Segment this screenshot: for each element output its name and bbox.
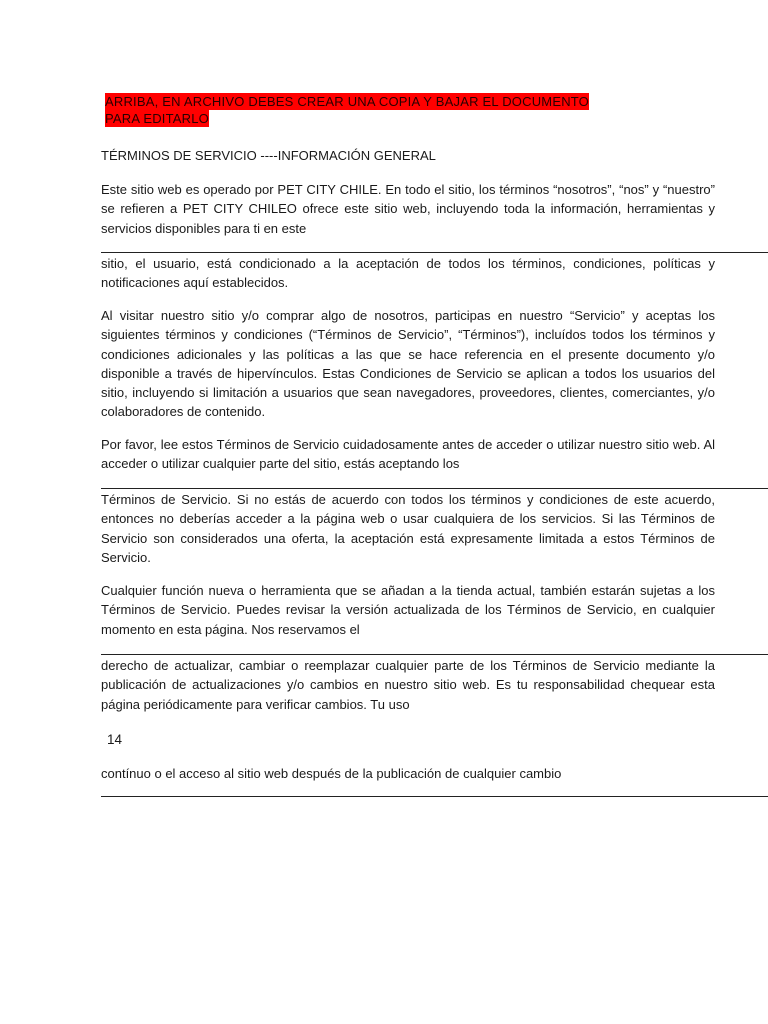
paragraph-6: Cualquier función nueva o herramienta que se añadan a la tienda actual, también estarán sujetas a los Términos de Servicio. Puedes revisar la versión actualizada de los Términos de Servicio, en cualquier momento en esta página. Nos reservamos el <box>101 583 715 637</box>
section-heading: TÉRMINOS DE SERVICIO ----INFORMACIÓN GENERAL <box>101 148 436 163</box>
notice-line-2: PARA EDITARLO <box>105 111 209 126</box>
page-break-rule <box>101 252 768 253</box>
page-break-rule <box>101 488 768 489</box>
notice-line-1: ARRIBA, EN ARCHIVO DEBES CREAR UNA COPIA Y BAJAR EL DOCUMENTO <box>105 94 589 109</box>
page-break-rule <box>101 796 768 797</box>
paragraph-3: Al visitar nuestro sitio y/o comprar algo de nosotros, participas en nuestro “Servicio” y aceptas los siguientes términos y condiciones (“Términos de Servicio”, “Términos”), incluídos todos los términos y condiciones adicionales y las políticas a las que se hace referencia en el presente documento y/o disponible a través de hipervínculos. Estas Condiciones de Servicio se aplican a todos los usuarios del sitio, incluyendo si limitación a usuarios que sean navegadores, proveedores, clientes, comerciantes, y/o colaboradores de contenido. <box>101 308 715 420</box>
paragraph-2: sitio, el usuario, está condicionado a la aceptación de todos los términos, condiciones, políticas y notificaciones aquí establecidos. <box>101 256 715 291</box>
page-break-rule <box>101 654 768 655</box>
paragraph-4: Por favor, lee estos Términos de Servicio cuidadosamente antes de acceder o utilizar nuestro sitio web. Al acceder o utilizar cualquier parte del sitio, estás aceptando los <box>101 437 715 472</box>
paragraph-5: Términos de Servicio. Si no estás de acuerdo con todos los términos y condiciones de este acuerdo, entonces no deberías acceder a la página web o usar cualquiera de los servicios. Si las Términos de Servicio son considerados una oferta, la aceptación está expresamente limitada a estos Términos de Servicio. <box>101 492 715 565</box>
paragraph-7: derecho de actualizar, cambiar o reemplazar cualquier parte de los Términos de Servicio mediante la publicación de actualizaciones y/o cambios en nuestro sitio web. Es tu responsabilidad chequear esta página periódicamente para verificar cambios. Tu uso <box>101 658 715 712</box>
paragraph-8: contínuo o el acceso al sitio web después de la publicación de cualquier cambio <box>101 766 562 781</box>
page-number: 14 <box>107 732 123 747</box>
paragraph-1: Este sitio web es operado por PET CITY CHILE. En todo el sitio, los términos “nosotros”, “nos” y “nuestro” se refieren a PET CITY CHILEO ofrece este sitio web, incluyendo toda la información, herramientas y servicios disponibles para ti en este <box>101 182 715 236</box>
red-highlight-notice <box>105 93 589 128</box>
